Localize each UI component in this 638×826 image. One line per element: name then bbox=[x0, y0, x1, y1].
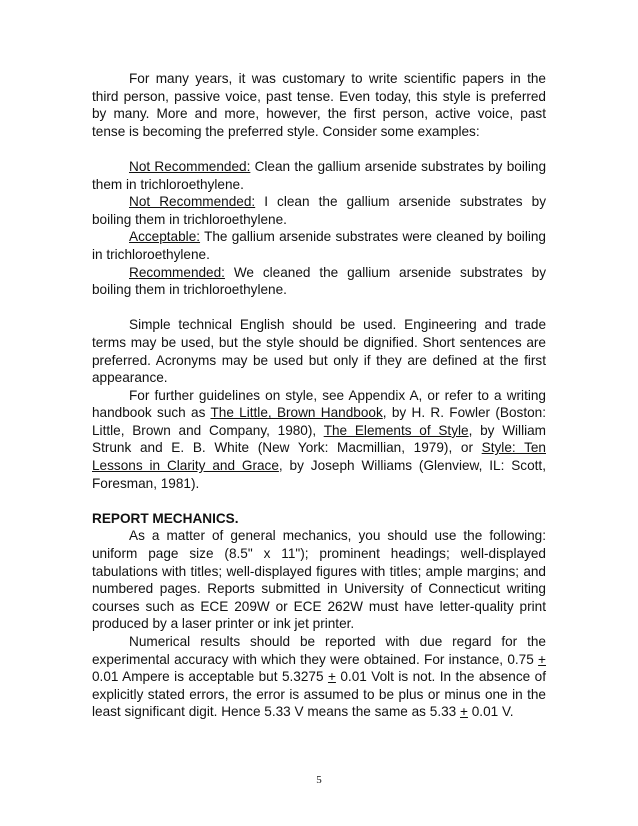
paragraph-general-mechanics: As a matter of general mechanics, you should use the following: uniform page size (8.5" x 11"); prominent headings; well-displayed tabulations with titles; well-displayed figures with titles; ample margins; and numbered pages. Reports submitted in University of Connecticut writing courses such as ECE 209W or ECE 262W must have letter-quality print produced by a laser printer or ink jet printer. bbox=[92, 528, 546, 632]
text-run: Numerical results should be reported with due regard for the experimental accuracy with which they were obtained. For instance, 0.75 bbox=[92, 634, 546, 667]
text-run: , by William Strunk and E. B. White (New York: Macmillian, 1979), or bbox=[92, 422, 546, 456]
example-label: Acceptable: bbox=[129, 229, 201, 245]
section-heading: REPORT MECHANICS. bbox=[92, 510, 239, 526]
example-text: I clean the gallium arsenide substrates by boiling them in trichloroethylene. bbox=[92, 194, 547, 227]
example-recommended bbox=[92, 264, 546, 299]
body-text bbox=[92, 70, 546, 721]
text-run: 0.01 Ampere is acceptable but 5.3275 bbox=[92, 669, 328, 685]
text-run: 0.01 V. bbox=[467, 704, 514, 720]
example-label: Recommended: bbox=[129, 264, 225, 280]
text-run: For further guidelines on style, see Appendix A, or refer to a writing handbook such as bbox=[92, 387, 546, 421]
example-not-recommended-2 bbox=[92, 193, 546, 228]
plus-minus-sign: + bbox=[538, 651, 546, 667]
example-text: We cleaned the gallium arsenide substrates by boiling them in trichloroethylene. bbox=[92, 264, 546, 298]
book-title-little-brown: The Little, Brown Handbook bbox=[210, 405, 383, 421]
plus-minus-sign: + bbox=[460, 704, 468, 720]
plus-minus-sign: + bbox=[327, 669, 336, 685]
example-acceptable bbox=[92, 228, 546, 263]
page-number: 5 bbox=[316, 774, 322, 786]
example-text: The gallium arsenide substrates were cleaned by boiling in trichloroethylene. bbox=[92, 229, 546, 262]
text-run: , by H. R. Fowler (Boston: Little, Brown and Company, 1980), bbox=[92, 405, 547, 438]
example-not-recommended-1 bbox=[92, 158, 546, 193]
book-title-elements-of-style: The Elements of Style bbox=[323, 422, 469, 438]
example-text: Clean the gallium arsenide substrates by boiling them in trichloroethylene. bbox=[92, 158, 547, 192]
paragraph-writing-style: For many years, it was customary to write scientific papers in the third person, passive voice, past tense. Even today, this style is preferred by many. More and more, however, the first person, active voice, past tense is becoming the preferred style. Consider some examples: bbox=[92, 71, 546, 139]
book-title-style-ten-lessons: Style: Ten Lessons in Clarity and Grace bbox=[92, 440, 546, 474]
paragraph-technical-english: Simple technical English should be used. Engineering and trade terms may be used, but the style should be dignified. Short sentences are preferred. Acronyms may be used but only if they are defined at the first appearance. bbox=[92, 317, 546, 386]
example-label: Not Recommended: bbox=[129, 194, 256, 210]
text-run: , by Joseph Williams (Glenview, IL: Scott, Foresman, 1981). bbox=[92, 458, 546, 491]
paragraph-further-guidelines bbox=[92, 387, 546, 493]
text-run: 0.01 Volt is not. In the absence of explicitly stated errors, the error is assumed to be plus or minus one in the least significant digit. Hence 5.33 V means the same as 5.33 bbox=[92, 669, 546, 720]
paragraph-numerical-results bbox=[92, 633, 546, 721]
example-label: Not Recommended: bbox=[129, 158, 251, 174]
